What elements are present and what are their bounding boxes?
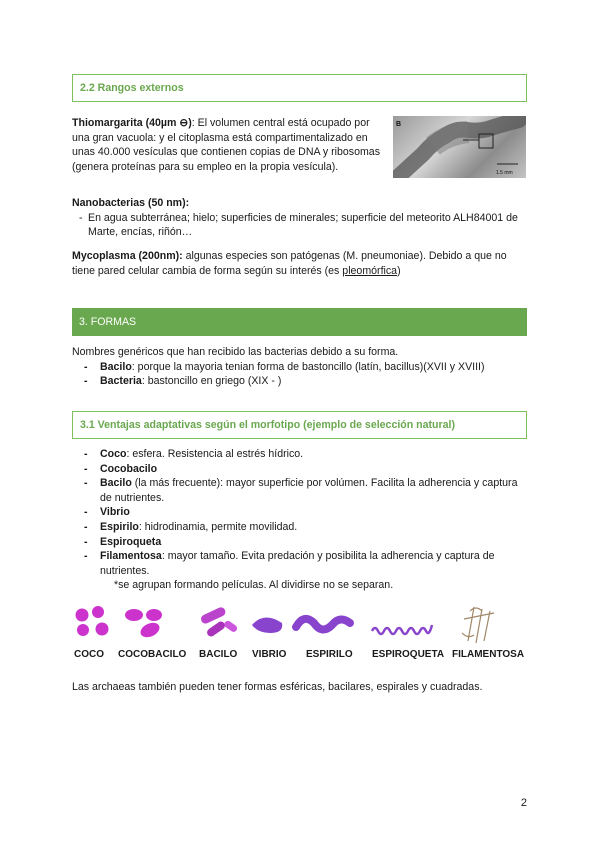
espiroqueta-shape <box>372 625 432 634</box>
item-text: : hidrodinamia, permite movilidad. <box>138 520 298 533</box>
bacteria-shapes-illustration <box>72 603 532 645</box>
term: Bacilo <box>100 360 132 373</box>
list-item <box>72 447 528 462</box>
shape-label: COCO <box>74 649 104 660</box>
nanobacterias-item: - En agua subterránea; hielo; superficies de minerales; superficie del meteorito ALH84001 de Marte, encías, riñón… <box>79 211 518 239</box>
page-number: 2 <box>520 797 527 809</box>
section-header-2-2 <box>72 74 527 102</box>
term: Filamentosa <box>100 550 162 563</box>
term: Bacilo <box>100 477 132 490</box>
term: Espirilo <box>100 520 139 533</box>
espirilo-shape <box>296 619 350 630</box>
section-title: 3. FORMAS <box>79 316 137 328</box>
list-item <box>72 505 528 520</box>
shape-label: FILAMENTOSA <box>452 649 525 660</box>
nanobacterias-block <box>72 196 528 240</box>
term: Bacteria <box>100 375 142 388</box>
formas-block <box>72 345 528 389</box>
vibrio-shape <box>252 617 282 633</box>
nanobacterias-item-text: En agua subterránea; hielo; superficies de minerales; superficie del meteorito ALH84001 de Marte, encías, riñón… <box>88 211 518 239</box>
list-item <box>72 374 528 389</box>
ventajas-note: *se agrupan formando películas. Al dividirse no se separan. <box>114 579 394 592</box>
bacilo-shape <box>200 606 239 638</box>
list-item <box>72 462 528 477</box>
micrograph-letter: B <box>396 121 402 128</box>
section-header-3-1 <box>72 411 527 439</box>
list-item <box>72 476 528 505</box>
item-text: : porque la mayoria tenian forma de bastoncillo (latín, bacillus)(XVII y XVIII) <box>131 360 485 373</box>
item-text: : esfera. Resistencia al estrés hídrico. <box>126 448 304 460</box>
pleomorfica-link[interactable]: pleomórfica <box>342 264 398 277</box>
term: Coco <box>100 448 127 460</box>
term-mycoplasma: Mycoplasma (200nm): <box>72 250 183 262</box>
section-title: 2.2 Rangos externos <box>80 82 184 94</box>
ventajas-list <box>72 447 528 578</box>
shape-label: ESPIRILO <box>306 649 353 660</box>
shape-label: BACILO <box>199 649 238 660</box>
list-item <box>72 520 528 535</box>
micrograph-scale: 1.5 mm <box>496 170 513 176</box>
term-thiomargarita: Thiomargarita (40µm ⊖) <box>72 117 192 129</box>
section-title: 3.1 Ventajas adaptativas según el morfotipo (ejemplo de selección natural) <box>80 419 456 431</box>
list-item <box>72 535 528 550</box>
mycoplasma-text-end: ) <box>397 264 401 277</box>
ventajas-block <box>72 447 528 593</box>
shape-label: COCOBACILO <box>118 649 187 660</box>
term: Espiroqueta <box>100 535 162 548</box>
filamentosa-shape <box>462 607 494 643</box>
mycoplasma-paragraph <box>72 249 528 278</box>
list-item <box>72 549 528 578</box>
item-text: : bastoncillo en griego (XIX - ) <box>141 375 282 388</box>
term-nanobacterias: Nanobacterias (50 nm): <box>72 197 190 209</box>
shape-label: VIBRIO <box>252 649 287 660</box>
thiomargarita-paragraph <box>72 116 380 174</box>
archaeas-paragraph: Las archaeas también pueden tener formas esféricas, bacilares, espirales y cuadradas. <box>72 681 483 693</box>
item-text: : mayor tamaño. Evita predación y posibilita la adherencia y captura de nutrientes. <box>100 550 495 577</box>
coco-shape <box>76 606 109 636</box>
formas-list <box>72 360 528 389</box>
mycoplasma-text: algunas especies son patógenas (M. pneumoniae). Debido a que no tiene pared celular cambia de forma según su interés (es <box>72 250 507 277</box>
shape-label: ESPIROQUETA <box>372 649 445 660</box>
term: Cocobacilo <box>100 462 158 475</box>
section-header-3 <box>72 308 527 336</box>
term: Vibrio <box>100 506 130 519</box>
micrograph-image <box>393 116 526 178</box>
formas-intro: Nombres genéricos que han recibido las bacterias debido a su forma. <box>72 346 399 358</box>
thiomargarita-text: : El volumen central está ocupado por una gran vacuola: y el citoplasma está compartimentalizado en unas 40.000 vesículas que contienen copias de DNA y ribosomas (genera proteínas para su empleo en la propia vesícula). <box>72 117 380 173</box>
list-item <box>72 360 528 375</box>
cocobacilo-shape <box>125 609 162 640</box>
item-text: (la más frecuente): mayor superficie por volúmen. Facilita la adherencia y captura de nutrientes. <box>100 477 518 504</box>
